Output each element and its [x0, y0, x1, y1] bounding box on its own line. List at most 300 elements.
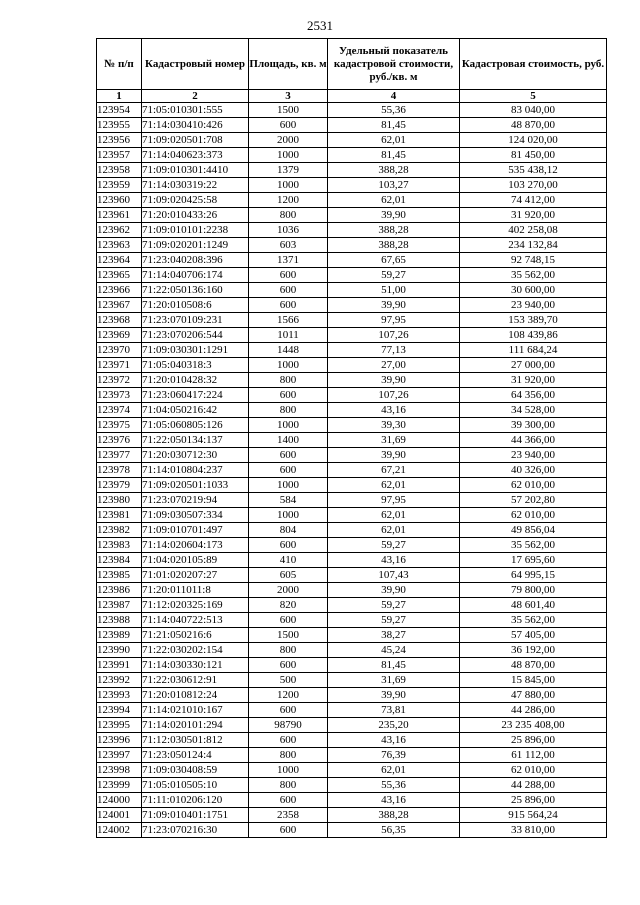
cost-value: 111 684,24 [460, 343, 607, 358]
cadastral-number: 71:20:010433:26 [142, 208, 249, 223]
table-row [97, 208, 607, 223]
row-number: 123980 [97, 493, 142, 508]
area-value: 600 [249, 463, 328, 478]
table-row [97, 613, 607, 628]
cadastral-number: 71:14:030410:426 [142, 118, 249, 133]
cost-value: 57 202,80 [460, 493, 607, 508]
area-value: 800 [249, 403, 328, 418]
area-value: 800 [249, 778, 328, 793]
cadastral-number: 71:23:070206:544 [142, 328, 249, 343]
area-value: 1371 [249, 253, 328, 268]
cost-value: 48 870,00 [460, 658, 607, 673]
table-row [97, 478, 607, 493]
row-number: 123975 [97, 418, 142, 433]
cost-value: 39 300,00 [460, 418, 607, 433]
area-value: 1000 [249, 148, 328, 163]
column-number: 3 [249, 90, 328, 103]
cadastral-number: 71:09:010701:497 [142, 523, 249, 538]
rate-value: 31,69 [328, 673, 460, 688]
column-number-row [97, 90, 607, 103]
cadastral-number: 71:09:020501:708 [142, 133, 249, 148]
table-row [97, 418, 607, 433]
cost-value: 535 438,12 [460, 163, 607, 178]
row-number: 123999 [97, 778, 142, 793]
cadastral-number: 71:23:070219:94 [142, 493, 249, 508]
rate-value: 43,16 [328, 733, 460, 748]
cost-value: 62 010,00 [460, 508, 607, 523]
cost-value: 92 748,15 [460, 253, 607, 268]
cost-value: 40 326,00 [460, 463, 607, 478]
area-value: 500 [249, 673, 328, 688]
area-value: 1036 [249, 223, 328, 238]
cost-value: 25 896,00 [460, 733, 607, 748]
row-number: 123960 [97, 193, 142, 208]
area-value: 600 [249, 733, 328, 748]
rate-value: 43,16 [328, 793, 460, 808]
rate-value: 73,81 [328, 703, 460, 718]
rate-value: 103,27 [328, 178, 460, 193]
rate-value: 39,90 [328, 448, 460, 463]
row-number: 124002 [97, 823, 142, 838]
table-row [97, 643, 607, 658]
row-number: 123995 [97, 718, 142, 733]
row-number: 123987 [97, 598, 142, 613]
cadastral-number: 71:23:070109:231 [142, 313, 249, 328]
row-number: 123969 [97, 328, 142, 343]
row-number: 123994 [97, 703, 142, 718]
rate-value: 43,16 [328, 403, 460, 418]
area-value: 1500 [249, 103, 328, 118]
cost-value: 108 439,86 [460, 328, 607, 343]
table-body [97, 103, 607, 838]
row-number: 123963 [97, 238, 142, 253]
cost-value: 44 286,00 [460, 703, 607, 718]
row-number: 123976 [97, 433, 142, 448]
table-row [97, 763, 607, 778]
row-number: 123977 [97, 448, 142, 463]
area-value: 600 [249, 268, 328, 283]
rate-value: 62,01 [328, 193, 460, 208]
area-value: 600 [249, 793, 328, 808]
cost-value: 74 412,00 [460, 193, 607, 208]
area-value: 800 [249, 643, 328, 658]
row-number: 123978 [97, 463, 142, 478]
rate-value: 31,69 [328, 433, 460, 448]
rate-value: 107,43 [328, 568, 460, 583]
area-value: 804 [249, 523, 328, 538]
area-value: 600 [249, 703, 328, 718]
rate-value: 59,27 [328, 598, 460, 613]
cadastral-number: 71:14:020604:173 [142, 538, 249, 553]
header-rate: Удельный показатель кадастровой стоимости, руб./кв. м [328, 39, 460, 90]
cost-value: 25 896,00 [460, 793, 607, 808]
cadastral-number: 71:12:020325:169 [142, 598, 249, 613]
rate-value: 39,90 [328, 373, 460, 388]
rate-value: 81,45 [328, 148, 460, 163]
cadastral-number: 71:05:010301:555 [142, 103, 249, 118]
row-number: 123962 [97, 223, 142, 238]
table-row [97, 118, 607, 133]
table-row [97, 598, 607, 613]
cadastral-number: 71:23:040208:396 [142, 253, 249, 268]
table-row [97, 448, 607, 463]
table-row [97, 268, 607, 283]
row-number: 123964 [97, 253, 142, 268]
cost-value: 23 235 408,00 [460, 718, 607, 733]
row-number: 123957 [97, 148, 142, 163]
cadastral-number: 71:21:050216:6 [142, 628, 249, 643]
area-value: 98790 [249, 718, 328, 733]
cost-value: 47 880,00 [460, 688, 607, 703]
cadastral-number: 71:20:010508:6 [142, 298, 249, 313]
cadastral-number: 71:22:050134:137 [142, 433, 249, 448]
row-number: 123974 [97, 403, 142, 418]
table-row [97, 493, 607, 508]
cadastral-number: 71:05:010505:10 [142, 778, 249, 793]
row-number: 123968 [97, 313, 142, 328]
area-value: 800 [249, 748, 328, 763]
cost-value: 83 040,00 [460, 103, 607, 118]
row-number: 123966 [97, 283, 142, 298]
row-number: 123955 [97, 118, 142, 133]
table-row [97, 688, 607, 703]
cadastral-number: 71:05:040318:3 [142, 358, 249, 373]
cost-value: 64 356,00 [460, 388, 607, 403]
cadastral-number: 71:09:010401:1751 [142, 808, 249, 823]
table-row [97, 163, 607, 178]
rate-value: 107,26 [328, 388, 460, 403]
row-number: 123961 [97, 208, 142, 223]
cost-value: 44 366,00 [460, 433, 607, 448]
cost-value: 62 010,00 [460, 478, 607, 493]
area-value: 2000 [249, 133, 328, 148]
table-row [97, 658, 607, 673]
area-value: 1500 [249, 628, 328, 643]
cost-value: 81 450,00 [460, 148, 607, 163]
area-value: 1448 [249, 343, 328, 358]
column-number: 2 [142, 90, 249, 103]
area-value: 800 [249, 208, 328, 223]
area-value: 2358 [249, 808, 328, 823]
table-row [97, 583, 607, 598]
cadastral-number: 71:09:020201:1249 [142, 238, 249, 253]
table-row [97, 313, 607, 328]
cost-value: 17 695,60 [460, 553, 607, 568]
cadastral-number: 71:14:040722:513 [142, 613, 249, 628]
header-area: Площадь, кв. м [249, 39, 328, 90]
cadastral-number: 71:09:030408:59 [142, 763, 249, 778]
cadastral-number: 71:14:030330:121 [142, 658, 249, 673]
cost-value: 35 562,00 [460, 268, 607, 283]
cadastral-number: 71:20:010812:24 [142, 688, 249, 703]
table-row [97, 373, 607, 388]
row-number: 123970 [97, 343, 142, 358]
rate-value: 59,27 [328, 613, 460, 628]
row-number: 123973 [97, 388, 142, 403]
table-row [97, 298, 607, 313]
table-row [97, 253, 607, 268]
cadastral-number: 71:09:020501:1033 [142, 478, 249, 493]
cost-value: 234 132,84 [460, 238, 607, 253]
rate-value: 55,36 [328, 778, 460, 793]
cost-value: 35 562,00 [460, 613, 607, 628]
row-number: 123990 [97, 643, 142, 658]
rate-value: 27,00 [328, 358, 460, 373]
header-cost: Кадастровая стоимость, руб. [460, 39, 607, 90]
area-value: 1000 [249, 178, 328, 193]
table-row [97, 133, 607, 148]
rate-value: 55,36 [328, 103, 460, 118]
cadastral-number: 71:11:010206:120 [142, 793, 249, 808]
header-row [97, 39, 607, 90]
table-row [97, 358, 607, 373]
table-row [97, 733, 607, 748]
rate-value: 388,28 [328, 808, 460, 823]
rate-value: 62,01 [328, 508, 460, 523]
cadastral-number: 71:14:040623:373 [142, 148, 249, 163]
rate-value: 388,28 [328, 238, 460, 253]
table-row [97, 823, 607, 838]
cadastral-number: 71:04:050216:42 [142, 403, 249, 418]
table-row [97, 463, 607, 478]
area-value: 1400 [249, 433, 328, 448]
cadastral-number: 71:14:030319:22 [142, 178, 249, 193]
table-row [97, 223, 607, 238]
area-value: 1000 [249, 478, 328, 493]
cadastral-number: 71:01:020207:27 [142, 568, 249, 583]
cadastral-number: 71:12:030501:812 [142, 733, 249, 748]
cost-value: 27 000,00 [460, 358, 607, 373]
cost-value: 48 601,40 [460, 598, 607, 613]
rate-value: 59,27 [328, 538, 460, 553]
row-number: 123954 [97, 103, 142, 118]
table-row [97, 703, 607, 718]
row-number: 123979 [97, 478, 142, 493]
cost-value: 49 856,04 [460, 523, 607, 538]
area-value: 600 [249, 448, 328, 463]
rate-value: 62,01 [328, 133, 460, 148]
table-row [97, 748, 607, 763]
row-number: 123971 [97, 358, 142, 373]
row-number: 123984 [97, 553, 142, 568]
rate-value: 67,21 [328, 463, 460, 478]
table-row [97, 793, 607, 808]
table-row [97, 283, 607, 298]
row-number: 123989 [97, 628, 142, 643]
area-value: 820 [249, 598, 328, 613]
rate-value: 39,90 [328, 583, 460, 598]
cost-value: 36 192,00 [460, 643, 607, 658]
area-value: 600 [249, 298, 328, 313]
rate-value: 388,28 [328, 163, 460, 178]
table-row [97, 403, 607, 418]
table-row [97, 328, 607, 343]
cost-value: 34 528,00 [460, 403, 607, 418]
area-value: 600 [249, 118, 328, 133]
cost-value: 23 940,00 [460, 448, 607, 463]
cadastral-number: 71:22:050136:160 [142, 283, 249, 298]
row-number: 123967 [97, 298, 142, 313]
cost-value: 124 020,00 [460, 133, 607, 148]
row-number: 123992 [97, 673, 142, 688]
row-number: 123972 [97, 373, 142, 388]
area-value: 600 [249, 658, 328, 673]
cadastral-number: 71:20:010428:32 [142, 373, 249, 388]
cost-value: 23 940,00 [460, 298, 607, 313]
row-number: 123986 [97, 583, 142, 598]
table-row [97, 673, 607, 688]
cadastral-number: 71:09:010101:2238 [142, 223, 249, 238]
area-value: 600 [249, 823, 328, 838]
cost-value: 61 112,00 [460, 748, 607, 763]
table-row [97, 808, 607, 823]
table-row [97, 433, 607, 448]
cadastral-number: 71:14:040706:174 [142, 268, 249, 283]
rate-value: 45,24 [328, 643, 460, 658]
row-number: 123997 [97, 748, 142, 763]
cost-value: 35 562,00 [460, 538, 607, 553]
cost-value: 15 845,00 [460, 673, 607, 688]
cost-value: 44 288,00 [460, 778, 607, 793]
rate-value: 38,27 [328, 628, 460, 643]
area-value: 603 [249, 238, 328, 253]
table-row [97, 538, 607, 553]
row-number: 123988 [97, 613, 142, 628]
table-row [97, 343, 607, 358]
cost-value: 64 995,15 [460, 568, 607, 583]
area-value: 584 [249, 493, 328, 508]
rate-value: 81,45 [328, 658, 460, 673]
table-row [97, 568, 607, 583]
page-number: 2531 [307, 18, 333, 33]
rate-value: 62,01 [328, 478, 460, 493]
area-value: 1000 [249, 358, 328, 373]
rate-value: 62,01 [328, 763, 460, 778]
cadastral-number: 71:05:060805:126 [142, 418, 249, 433]
cadastral-number: 71:09:030301:1291 [142, 343, 249, 358]
table-row [97, 178, 607, 193]
table-row [97, 628, 607, 643]
rate-value: 62,01 [328, 523, 460, 538]
header-cadastral-number: Кадастровый номер [142, 39, 249, 90]
cost-value: 31 920,00 [460, 208, 607, 223]
table-row [97, 778, 607, 793]
area-value: 600 [249, 613, 328, 628]
rate-value: 107,26 [328, 328, 460, 343]
rate-value: 51,00 [328, 283, 460, 298]
cadastral-number: 71:09:030507:334 [142, 508, 249, 523]
cost-value: 402 258,08 [460, 223, 607, 238]
area-value: 1011 [249, 328, 328, 343]
row-number: 123991 [97, 658, 142, 673]
row-number: 123982 [97, 523, 142, 538]
rate-value: 59,27 [328, 268, 460, 283]
cost-value: 915 564,24 [460, 808, 607, 823]
table-row [97, 238, 607, 253]
row-number: 123956 [97, 133, 142, 148]
column-number: 4 [328, 90, 460, 103]
area-value: 605 [249, 568, 328, 583]
rate-value: 76,39 [328, 748, 460, 763]
area-value: 600 [249, 283, 328, 298]
rate-value: 97,95 [328, 313, 460, 328]
table-row [97, 553, 607, 568]
row-number: 123983 [97, 538, 142, 553]
cadastral-number: 71:04:020105:89 [142, 553, 249, 568]
row-number: 123998 [97, 763, 142, 778]
rate-value: 39,90 [328, 688, 460, 703]
table-row [97, 103, 607, 118]
row-number: 123981 [97, 508, 142, 523]
rate-value: 81,45 [328, 118, 460, 133]
cadastral-number: 71:14:010804:237 [142, 463, 249, 478]
cadastral-number: 71:23:070216:30 [142, 823, 249, 838]
rate-value: 56,35 [328, 823, 460, 838]
area-value: 1000 [249, 418, 328, 433]
column-number: 5 [460, 90, 607, 103]
area-value: 1379 [249, 163, 328, 178]
cadastral-number: 71:20:011011:8 [142, 583, 249, 598]
table-row [97, 193, 607, 208]
cost-value: 33 810,00 [460, 823, 607, 838]
cadastral-number: 71:14:020101:294 [142, 718, 249, 733]
cadastral-number: 71:09:020425:58 [142, 193, 249, 208]
cadastral-number: 71:22:030612:91 [142, 673, 249, 688]
cadastral-number: 71:09:010301:4410 [142, 163, 249, 178]
cadastral-number: 71:20:030712:30 [142, 448, 249, 463]
cost-value: 30 600,00 [460, 283, 607, 298]
row-number: 123985 [97, 568, 142, 583]
rate-value: 77,13 [328, 343, 460, 358]
cost-value: 31 920,00 [460, 373, 607, 388]
cost-value: 153 389,70 [460, 313, 607, 328]
row-number: 124001 [97, 808, 142, 823]
row-number: 123965 [97, 268, 142, 283]
table-row [97, 523, 607, 538]
area-value: 800 [249, 373, 328, 388]
table-row [97, 718, 607, 733]
cost-value: 57 405,00 [460, 628, 607, 643]
table-row [97, 148, 607, 163]
area-value: 1200 [249, 688, 328, 703]
area-value: 410 [249, 553, 328, 568]
cadastral-number: 71:23:060417:224 [142, 388, 249, 403]
area-value: 2000 [249, 583, 328, 598]
row-number: 123996 [97, 733, 142, 748]
row-number: 123958 [97, 163, 142, 178]
row-number: 124000 [97, 793, 142, 808]
cadastral-number: 71:23:050124:4 [142, 748, 249, 763]
rate-value: 39,30 [328, 418, 460, 433]
area-value: 1566 [249, 313, 328, 328]
rate-value: 43,16 [328, 553, 460, 568]
rate-value: 97,95 [328, 493, 460, 508]
rate-value: 39,90 [328, 298, 460, 313]
cost-value: 103 270,00 [460, 178, 607, 193]
cadastral-number: 71:14:021010:167 [142, 703, 249, 718]
area-value: 1000 [249, 508, 328, 523]
area-value: 600 [249, 388, 328, 403]
rate-value: 388,28 [328, 223, 460, 238]
header-num: № п/п [97, 39, 142, 90]
rate-value: 235,20 [328, 718, 460, 733]
row-number: 123993 [97, 688, 142, 703]
rate-value: 67,65 [328, 253, 460, 268]
table-row [97, 508, 607, 523]
column-number: 1 [97, 90, 142, 103]
row-number: 123959 [97, 178, 142, 193]
cadastral-value-table [96, 38, 607, 838]
